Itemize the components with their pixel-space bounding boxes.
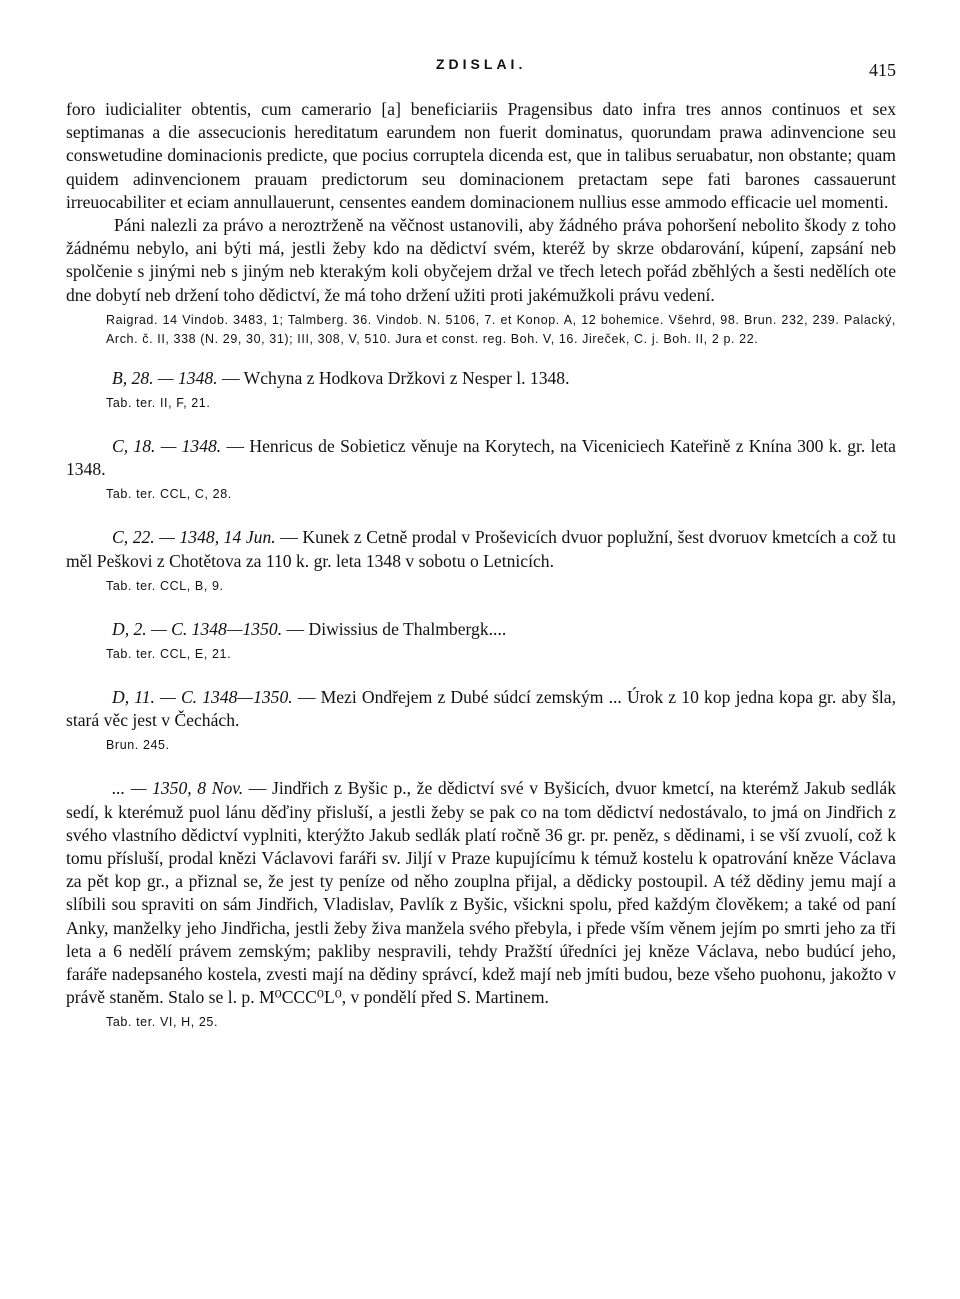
page-content [66, 98, 896, 1032]
entry-reference: Tab. ter. CCL, B, 9. [106, 578, 224, 593]
czech-paragraph: Páni nalezli za právo a neroztrženě na věčnost ustanovili, aby žádného práva pohoršení nebolito škody z toho žádnému nebylo, ani býti má, jestli žeby kdo na dědictví svém, kteréž by skrze obdarování, kúpení, zapsání neb spolčenie s jinými neb s jiným neb kterakým koli obyčejem držal ve třech letech pořád zběhlých a šesti nedělích ote dne dobytí neb držení toho dědictví, že má toho držení užiti proti jakémužkoli právu vedení. [66, 215, 896, 305]
entry-heading: D, 2. — C. 1348—1350. [112, 618, 283, 639]
entry [66, 526, 896, 595]
entry-body: — Mezi Ondřejem z Dubé súdcí zemským ... Úrok z 10 kop jedna kopa gr. aby šla, stará věc jest v Čechách. [66, 687, 896, 731]
entry-text [66, 618, 896, 641]
entry-reference: Brun. 245. [106, 738, 170, 753]
entry-reference: Tab. ter. CCL, E, 21. [106, 647, 232, 662]
entry-body: — Henricus de Sobieticz věnuje na Korytech, na Viceniciech Kateřině z Knína 300 k. gr. leta 1348. [66, 436, 896, 480]
entry-heading: B, 28. — 1348. [112, 367, 218, 388]
entry-text [66, 435, 896, 481]
entry-heading: ... — 1350, 8 Nov. [112, 778, 244, 799]
entry [66, 618, 896, 664]
entry-text [66, 526, 896, 572]
entry [66, 686, 896, 755]
page-header [66, 52, 896, 86]
entry-reference: Tab. ter. CCL, C, 28. [106, 487, 232, 502]
entry [66, 777, 896, 1032]
entry-heading: C, 22. — 1348, 14 Jun. [112, 527, 276, 548]
page-number: 415 [869, 60, 896, 80]
entry-heading: C, 18. — 1348. [112, 436, 222, 457]
entry [66, 367, 896, 413]
running-title: ZDISLAI. [436, 56, 527, 72]
entry [66, 435, 896, 504]
latin-paragraph: foro iudicialiter obtentis, cum camerario [a] beneficiariis Pragensibus dato infra tres annos continuos et sex septimanas a die assecucionis hereditatum earundem non fuerit dominatus, quorundam prawa adinvencione seu conswetudine dominacionis predicte, que pocius corruptela dicenda est, que in talibus seruabatur, non obstante; quam quidem adinvencionem prauam predictorum seu dominacionem pretactam sepe fati barones cassauerunt irreuocabiliter et eciam annullauerunt, censentes eandem dominacionem nullius esse ammodo efficacie uel momenti. [66, 99, 896, 212]
entry-reference: Tab. ter. II, F, 21. [106, 396, 211, 411]
entry-heading: D, 11. — C. 1348—1350. [112, 687, 293, 708]
entry-body: — Jindřich z Byšic p., že dědictví své v Byšicích, dvuor kmetcí, na kterémž Jakub sedlák sedí, k kterémuž puol lánu děďiny přisluší, a jestli žeby se pak co na tom dědictví nedostávalo, to jmá on Jindřich z svého vlastního dědictví vyplniti, kterýžto Jakub sedlák platí ročně 36 gr. pr. peněz, s dědinami, i se vší zvuolí, což k tomu přísluší, prodal knězi Václavovi faráři sv. Jiljí v Praze kupujícímu k témuž kostelu k opatrování kněze Václava za pět kop gr., a přiznal se, že jest ty peníze od něho zouplna přijal, a dědicky postoupil. A též dědiny jemu mají a slíbili sou spraviti on sám Jindřich, Vladislav, Pavlík z Byšic, všickni spolu, před každým člověkem; a také od paní Anky, manželky jeho Jindřicha, jestli žeby živa manžela svého přebyla, i přede vším věnem jejím po smrti jeho za tři leta a 6 nedělí právem zemským; pakliby nespravili, tehdy Pražští úředníci jej kněze Václava, nebo budúcí jeho, faráře nadepsaného kostela, zvesti mají na dědiny správcí, kdež mají neb jmíti budou, beze všeho puohonu, jakožto v právě staněm. Stalo se l. p. M⁰CCC⁰L⁰, v pondělí před S. Martinem. [66, 778, 896, 1008]
entry-text [66, 367, 896, 390]
entry-text [66, 777, 896, 1009]
entry-body: — Diwissius de Thalmbergk.... [282, 618, 507, 639]
sources-reference: Raigrad. 14 Vindob. 3483, 1; Talmberg. 36. Vindob. N. 5106, 7. et Konop. A, 12 bohemice. Všehrd, 98. Brun. 232, 239. Palacký, Arch. č. II, 338 (N. 29, 30, 31); III, 308, V, 510. Jura et const. reg. Boh. V, 16. Jireček, C. j. Boh. II, 2 p. 22. [106, 312, 896, 346]
entry-reference: Tab. ter. VI, H, 25. [106, 1015, 219, 1030]
entry-text [66, 686, 896, 732]
entry-body: — Kunek z Cetně prodal v Proševicích dvuor poplužní, šest dvoruov kmetcích a což tu měl Peškovi z Chotětova za 110 k. gr. leta 1348 v sobotu o Letnicích. [66, 527, 896, 571]
entry-body: — Wchyna z Hodkova Držkovi z Nesper l. 1348. [217, 367, 570, 388]
